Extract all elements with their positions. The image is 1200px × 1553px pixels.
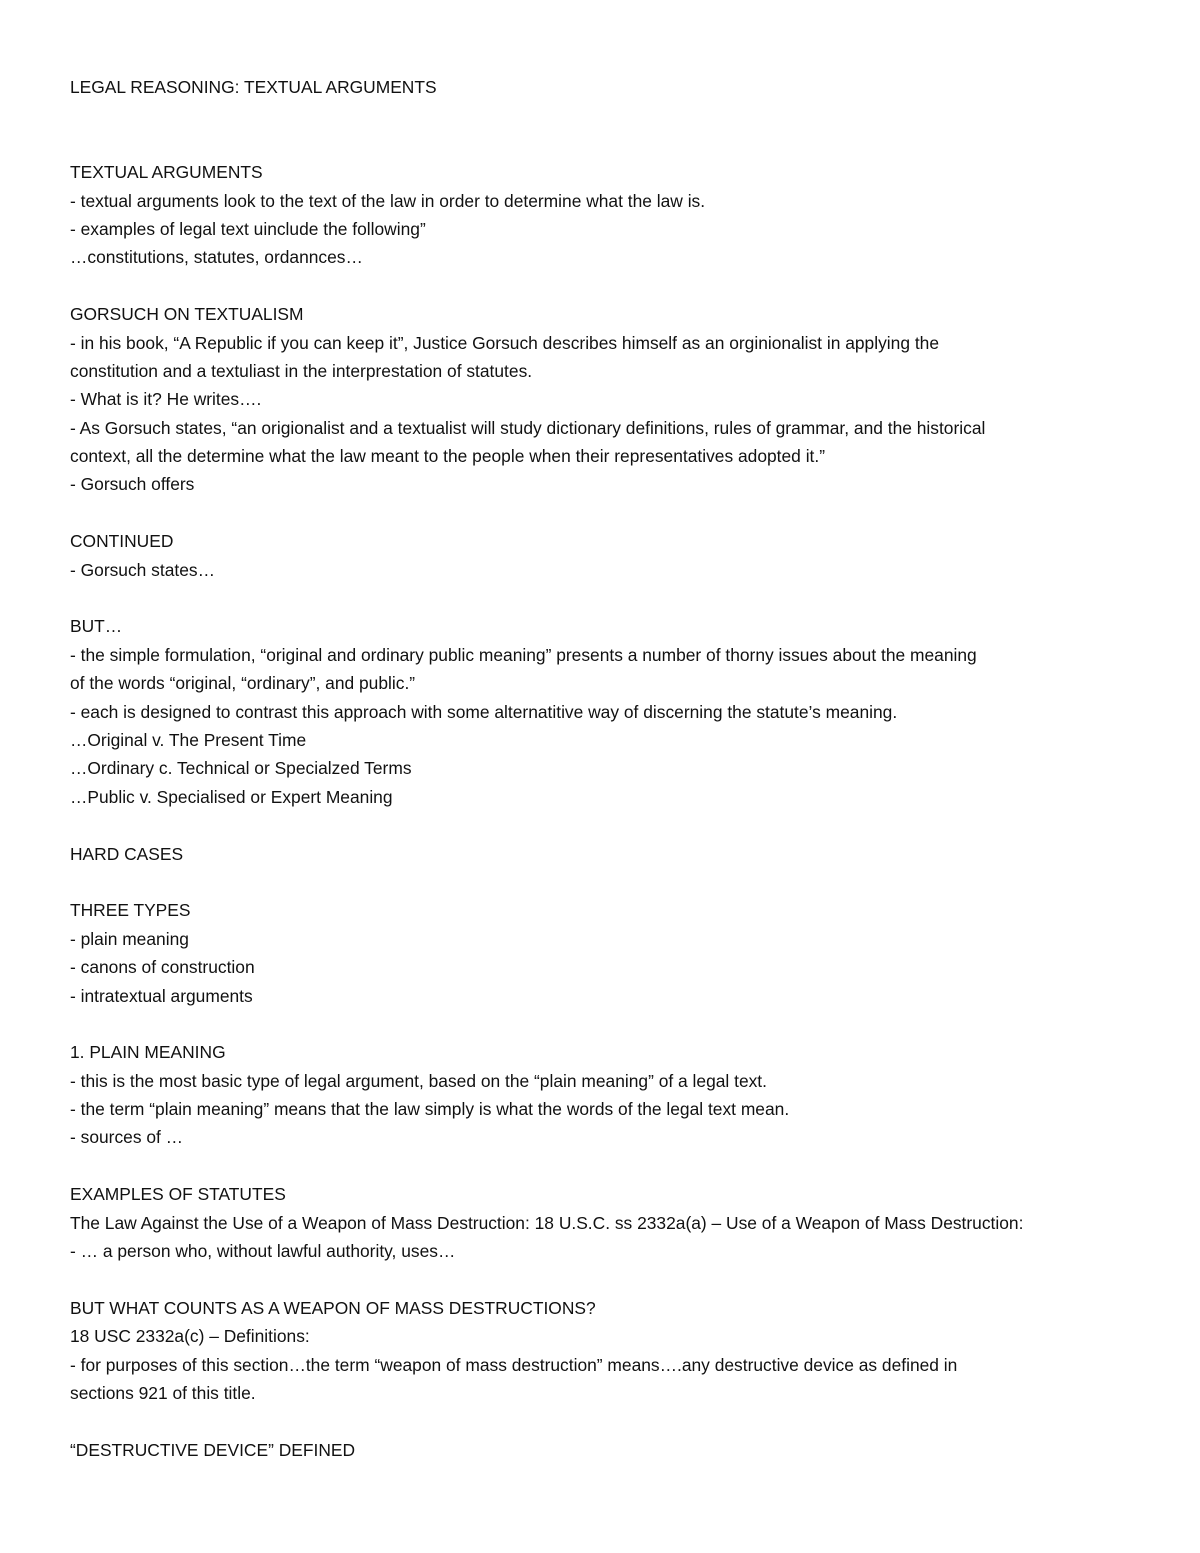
- section-gorsuch-on-textualism: [70, 300, 1150, 499]
- section-heading: THREE TYPES: [70, 900, 191, 921]
- section-heading: BUT WHAT COUNTS AS A WEAPON OF MASS DESTRUCTIONS?: [70, 1297, 596, 1318]
- spacer: [70, 101, 1150, 158]
- section-line: - Gorsuch states…: [70, 559, 215, 580]
- section-line: - plain meaning: [70, 928, 189, 949]
- section-line: - canons of construction: [70, 957, 255, 978]
- section-heading: HARD CASES: [70, 843, 184, 864]
- section-line: - textual arguments look to the text of the law in order to determine what the law is.: [70, 190, 706, 211]
- section-line: - each is designed to contrast this approach with some alternatitive way of discerning the statute’s meaning.: [70, 701, 898, 722]
- section-line: - intratextual arguments: [70, 985, 253, 1006]
- section-line: - … a person who, without lawful authority, uses…: [70, 1241, 456, 1262]
- spacer: [70, 272, 1150, 300]
- section-line: - What is it? He writes….: [70, 389, 262, 410]
- section-heading: BUT…: [70, 616, 123, 637]
- spacer: [70, 499, 1150, 527]
- section-hard-cases: [70, 840, 1150, 868]
- section-line: - the simple formulation, “original and ordinary public meaning” presents a number of thorny issues about the meaning: [70, 644, 977, 665]
- section-what-counts: [70, 1294, 1150, 1408]
- section-three-types: [70, 896, 1150, 1010]
- section-line: - sources of …: [70, 1127, 184, 1148]
- section-line: …constitutions, statutes, ordannces…: [70, 247, 363, 268]
- section-line: …Ordinary c. Technical or Specialzed Terms: [70, 758, 412, 779]
- section-line: - Gorsuch offers: [70, 474, 195, 495]
- section-line: constitution and a textuliast in the interprestation of statutes.: [70, 360, 533, 381]
- section-line: 18 USC 2332a(c) – Definitions:: [70, 1326, 310, 1347]
- section-line: - As Gorsuch states, “an origionalist and a textualist will study dictionary definitions, rules of grammar, and the historical: [70, 417, 986, 438]
- section-examples-of-statutes: [70, 1180, 1150, 1265]
- spacer: [70, 868, 1150, 896]
- section-continued: [70, 527, 1150, 584]
- document-title: LEGAL REASONING: TEXTUAL ARGUMENTS: [70, 77, 437, 97]
- section-line: - for purposes of this section…the term “weapon of mass destruction” means….any destructive device as defined in: [70, 1354, 958, 1375]
- section-heading: GORSUCH ON TEXTUALISM: [70, 304, 304, 325]
- spacer: [70, 1407, 1150, 1435]
- section-line: - examples of legal text uinclude the following”: [70, 218, 426, 239]
- section-heading: TEXTUAL ARGUMENTS: [70, 162, 263, 183]
- section-line: context, all the determine what the law meant to the people when their representatives adopted it.”: [70, 446, 826, 467]
- section-heading: CONTINUED: [70, 531, 174, 552]
- section-line: …Public v. Specialised or Expert Meaning: [70, 786, 393, 807]
- spacer: [70, 1010, 1150, 1038]
- section-line: …Original v. The Present Time: [70, 730, 307, 750]
- section-line: - in his book, “A Republic if you can keep it”, Justice Gorsuch describes himself as an orginionalist in applying the: [70, 332, 940, 353]
- section-plain-meaning: [70, 1038, 1150, 1152]
- document-page: [70, 73, 1150, 1464]
- section-textual-arguments: [70, 158, 1150, 272]
- section-but: [70, 612, 1150, 811]
- spacer: [70, 1152, 1150, 1180]
- section-line: - the term “plain meaning” means that the law simply is what the words of the legal text mean.: [70, 1099, 790, 1120]
- section-line: - this is the most basic type of legal argument, based on the “plain meaning” of a legal text.: [70, 1070, 767, 1091]
- section-line: sections 921 of this title.: [70, 1382, 256, 1403]
- spacer: [70, 811, 1150, 839]
- section-line: The Law Against the Use of a Weapon of Mass Destruction: 18 U.S.C. ss 2332a(a) – Use of a Weapon of Mass Destruction:: [70, 1212, 1024, 1233]
- spacer: [70, 1265, 1150, 1293]
- spacer: [70, 584, 1150, 612]
- section-line: of the words “original, “ordinary”, and public.”: [70, 673, 416, 694]
- section-heading: EXAMPLES OF STATUTES: [70, 1184, 286, 1205]
- section-heading: 1. PLAIN MEANING: [70, 1042, 226, 1063]
- section-destructive-device: [70, 1436, 1150, 1464]
- section-heading: “DESTRUCTIVE DEVICE” DEFINED: [70, 1439, 356, 1460]
